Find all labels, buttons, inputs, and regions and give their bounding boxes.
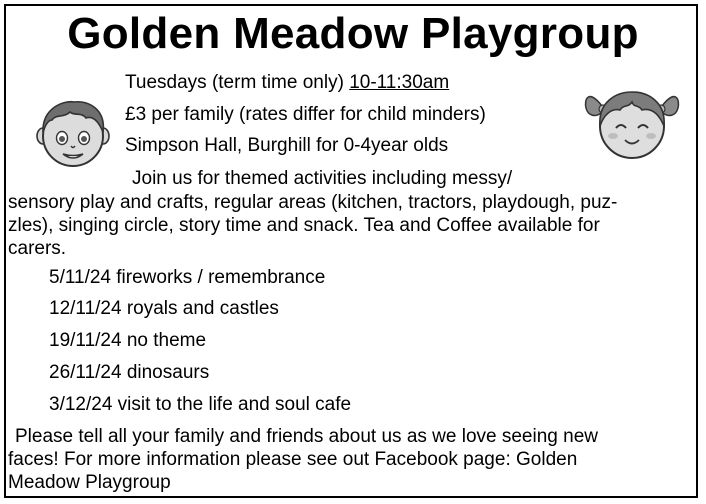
- description-line-3: zles), singing circle, story time and snack. Tea and Coffee available for: [8, 215, 600, 236]
- girl-face-icon: [582, 78, 682, 164]
- session-time: 10-11:30am: [349, 72, 450, 93]
- price-line: £3 per family (rates differ for child minders): [125, 104, 486, 125]
- schedule-item: 19/11/24 no theme: [49, 330, 207, 351]
- closing-line-1: Please tell all your family and friends about us as we love seeing new: [15, 426, 598, 447]
- schedule-item: 12/11/24 royals and castles: [49, 298, 279, 319]
- description-line-1: Join us for themed activities including messy/: [132, 168, 513, 189]
- closing-line-3: Meadow Playgroup: [8, 472, 171, 493]
- closing-line-2: faces! For more information please see out Facebook page: Golden: [8, 449, 578, 470]
- venue-line: Simpson Hall, Burghill for 0-4year olds: [125, 135, 449, 156]
- poster-title: Golden Meadow Playgroup: [67, 9, 639, 58]
- schedule-item: 3/12/24 visit to the life and soul cafe: [49, 394, 352, 415]
- description-line-4: carers.: [8, 238, 67, 259]
- schedule-item: 5/11/24 fireworks / remembrance: [49, 267, 326, 288]
- session-time-line: [125, 71, 449, 95]
- description-line-2: sensory play and crafts, regular areas (kitchen, tractors, playdough, puz-: [8, 192, 618, 213]
- session-day: Tuesdays (term time only): [125, 72, 350, 93]
- boy-face-icon: [34, 94, 112, 172]
- schedule-item: 26/11/24 dinosaurs: [49, 362, 210, 383]
